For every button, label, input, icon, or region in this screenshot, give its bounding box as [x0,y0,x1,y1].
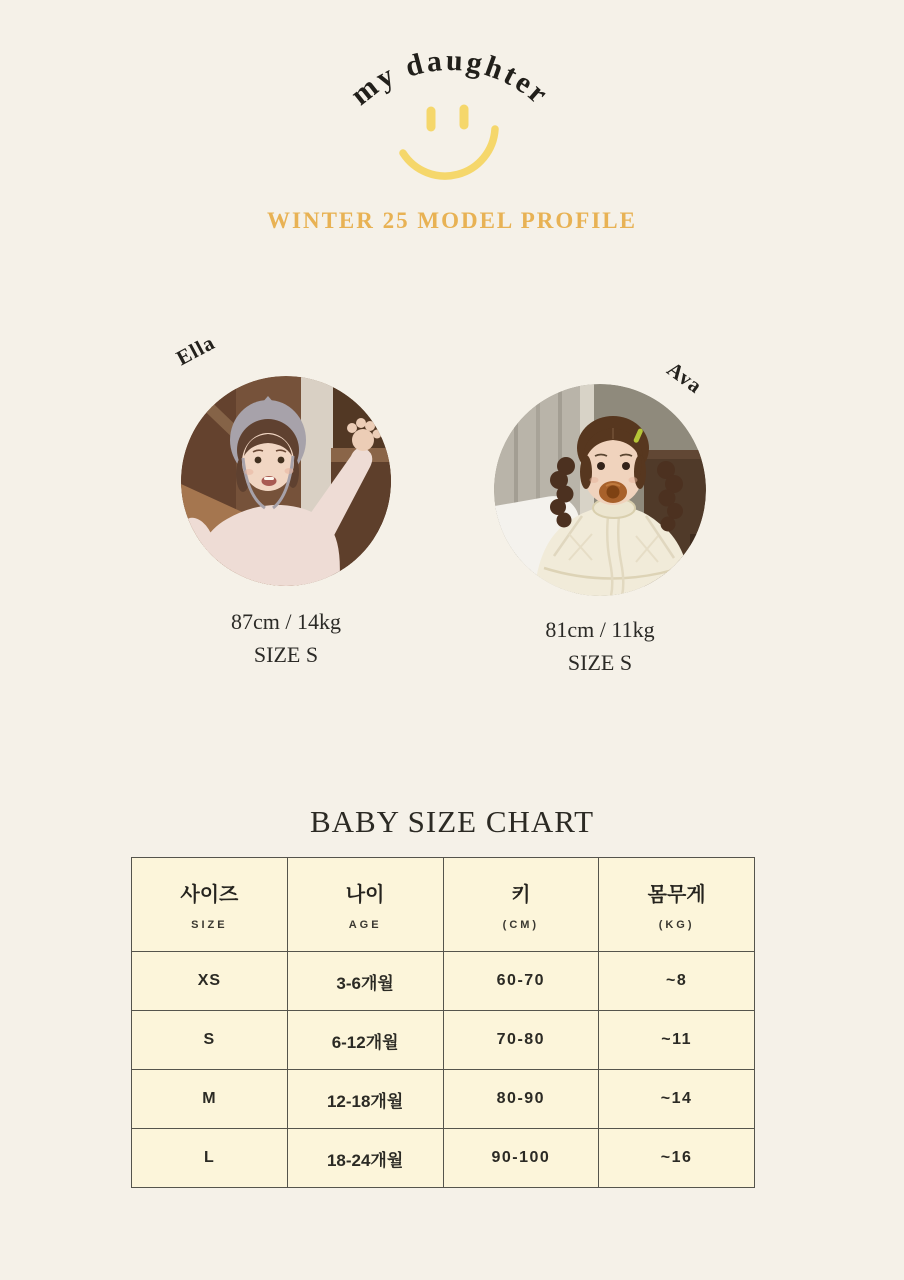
size-cell: XS [132,952,288,1011]
weight-cell: ~11 [599,1011,755,1070]
brand-arc-text: my daughter [344,43,557,112]
height-cell: 60-70 [443,952,599,1011]
model-caption-ava [484,613,716,679]
baby-size-chart-table [131,857,755,1188]
table-row-l [132,1129,755,1188]
size-chart-title: BABY SIZE CHART [309,804,595,839]
weight-cell: ~16 [599,1129,755,1188]
size-cell: S [132,1011,288,1070]
weight-cell: ~14 [599,1070,755,1129]
model-stats: 81cm / 11kg [545,617,655,642]
table-row-xs [132,952,755,1011]
model-photo-ella [181,376,391,586]
model-caption-ella [171,605,401,671]
header-weight: 몸무게 (KG) [599,858,755,952]
table-row-s [132,1011,755,1070]
height-cell: 90-100 [443,1129,599,1188]
age-cell: 6-12개월 [287,1011,443,1070]
header-height: 키 (CM) [443,858,599,952]
model-name-ella: Ella [172,330,220,371]
size-cell: L [132,1129,288,1188]
table-row-m [132,1070,755,1129]
age-cell: 18-24개월 [287,1129,443,1188]
header-size: 사이즈 SIZE [132,858,288,952]
height-cell: 80-90 [443,1070,599,1129]
model-size: SIZE S [253,642,319,667]
brand-logo [280,36,620,206]
smiley-face-icon [403,109,495,176]
model-stats: 87cm / 14kg [231,609,341,634]
weight-cell: ~8 [599,952,755,1011]
ava-photo-illustration [494,384,706,596]
smiley-mouth [403,129,495,176]
ella-photo-illustration [181,376,391,586]
height-cell: 70-80 [443,1011,599,1070]
model-size: SIZE S [567,650,633,675]
size-chart-table-wrap [131,857,755,1188]
header-age: 나이 AGE [287,858,443,952]
profile-title: WINTER 25 MODEL PROFILE [267,208,637,233]
size-cell: M [132,1070,288,1129]
age-cell: 12-18개월 [287,1070,443,1129]
model-name-ava: Ava [662,356,708,399]
age-cell: 3-6개월 [287,952,443,1011]
model-photo-ava [494,384,706,596]
header-row [132,858,755,952]
